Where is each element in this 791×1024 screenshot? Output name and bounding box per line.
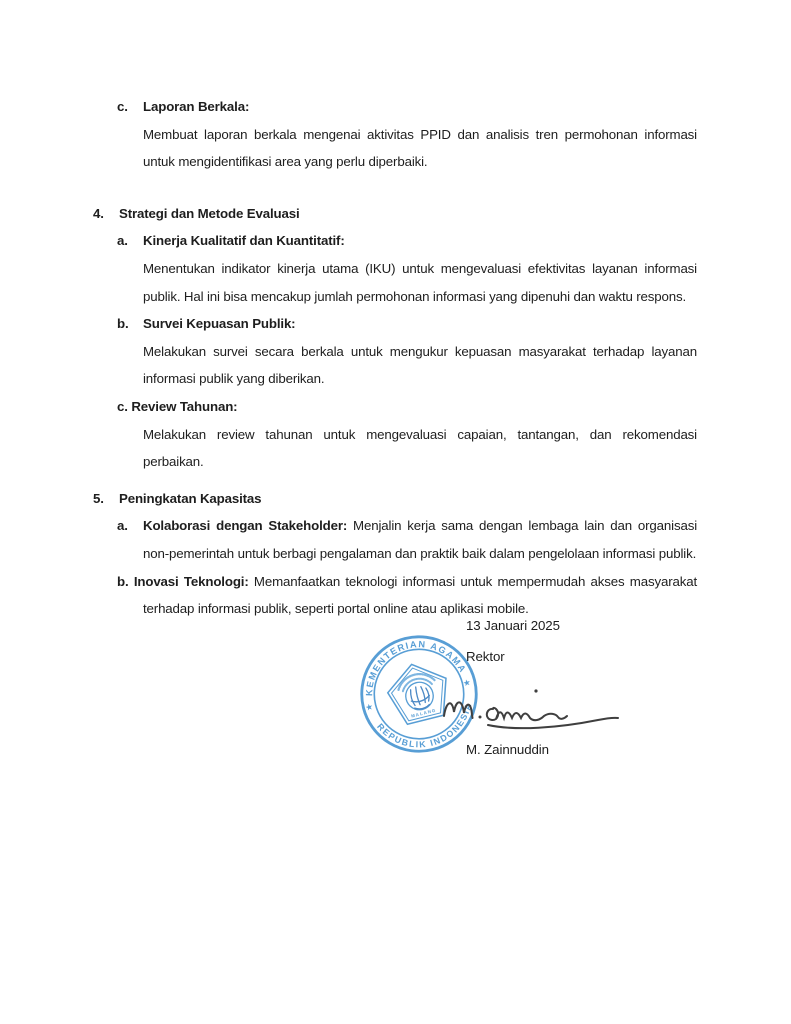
list-item-marker: a.: [117, 233, 128, 249]
list-item-marker: c.: [117, 99, 128, 114]
list-item-label: Kinerja Kualitatif dan Kuantitatif:: [143, 233, 345, 249]
list-item-inovasi: [93, 568, 697, 623]
list-item-label: Laporan Berkala:: [143, 99, 250, 114]
section-heading-4: [93, 200, 697, 228]
signoff-name: M. Zainnuddin: [466, 742, 549, 758]
section-heading-5: [93, 485, 697, 513]
paragraph-kinerja: Menentukan indikator kinerja utama (IKU) untuk mengevaluasi efektivitas layanan informasi publik. Hal ini bisa mencakup jumlah permohonan informasi yang dipenuhi dan waktu respons.: [143, 260, 697, 304]
paragraph-laporan-berkala: Membuat laporan berkala mengenai aktivitas PPID dan analisis tren permohonan informasi untuk mengidentifikasi area yang perlu diperbaiki.: [143, 126, 697, 170]
stamp-city-text: MALANG: [410, 707, 437, 719]
section-marker: 4.: [93, 205, 104, 221]
list-item-marker: b.: [117, 316, 129, 332]
list-item-label: Inovasi Teknologi:: [133, 573, 249, 589]
list-item-review: [93, 393, 697, 421]
stamp-star-left-icon: ★: [364, 701, 375, 713]
stamp-bottom-text: REPUBLIK INDONESIA: [375, 701, 474, 750]
list-item-kinerja: [93, 227, 697, 255]
signoff-date: 13 Januari 2025: [466, 618, 560, 633]
list-item-body: Menjalin kerja sama dengan lembaga lain dan organisasi non-pemerintah untuk berbagi pengalaman dan praktik baik dalam pengelolaan informasi publik.: [143, 518, 697, 561]
list-item-label: Kolaborasi dengan Stakeholder:: [143, 518, 348, 534]
section-title: Strategi dan Metode Evaluasi: [119, 205, 300, 221]
paragraph-review: Melakukan review tahunan untuk mengevaluasi capaian, tantangan, dan rekomendasi perbaikan.: [143, 426, 697, 470]
list-item-kolaborasi: [93, 512, 697, 567]
list-item-body: Memanfaatkan teknologi informasi untuk mempermudah akses masyarakat terhadap informasi publik, seperti portal online atau aplikasi mobile.: [143, 573, 698, 617]
section-title: Peningkatan Kapasitas: [119, 490, 262, 506]
signoff-role: Rektor: [466, 648, 505, 664]
paragraph-survei: Melakukan survei secara berkala untuk mengukur kepuasan masyarakat terhadap layanan informasi publik yang diberikan.: [143, 343, 697, 387]
signoff-block: [466, 612, 560, 764]
section-marker: 5.: [93, 490, 104, 506]
list-item-marker: a.: [117, 518, 128, 534]
list-item-label: Survei Kepuasan Publik:: [143, 316, 296, 332]
list-item-label: Review Tahunan:: [131, 398, 238, 414]
list-item-survei: [93, 310, 697, 338]
list-item-laporan-berkala: [93, 93, 697, 121]
list-item-marker: b.: [117, 573, 129, 589]
list-item-marker: c.: [117, 398, 128, 414]
stamp-top-text: KEMENTERIAN AGAMA: [364, 639, 469, 697]
document-body: [93, 93, 697, 623]
stamp-star-right-icon: ★: [461, 676, 472, 689]
list-item-label-group: [117, 574, 249, 589]
